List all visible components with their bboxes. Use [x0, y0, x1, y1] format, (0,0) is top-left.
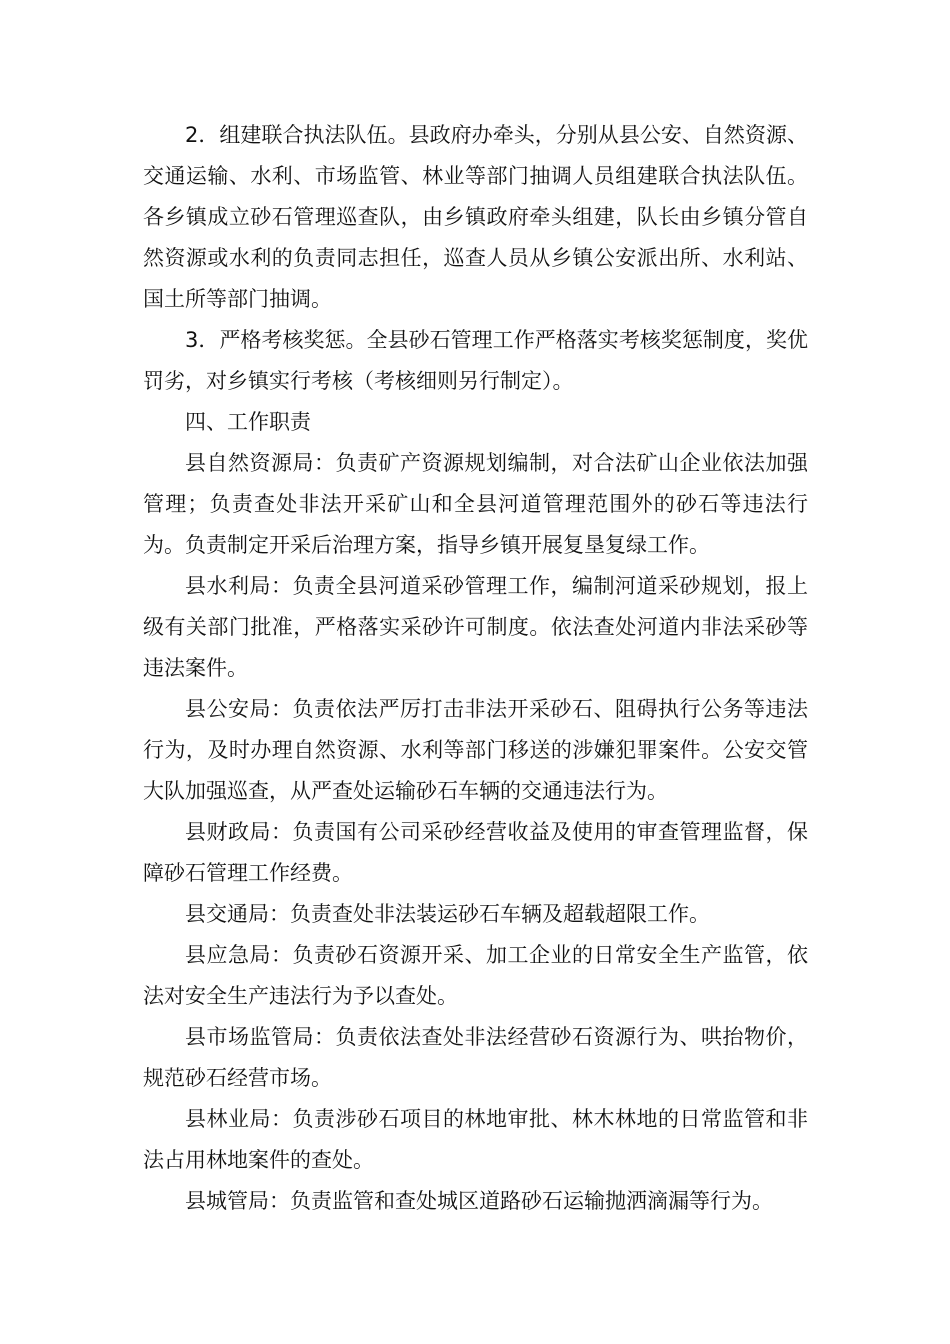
paragraph-natural-resources-bureau: 县自然资源局：负责矿产资源规划编制，对合法矿山企业依法加强管理；负责查处非法开采矿山和全县河道管理范围外的砂石等违法行为。负责制定开采后治理方案，指导乡镇开展复垦复绿工作。 [143, 451, 808, 557]
paragraph-assessment: 3．严格考核奖惩。全县砂石管理工作严格落实考核奖惩制度，奖优罚劣，对乡镇实行考核（考核细则另行制定）。 [143, 328, 808, 393]
paragraph-market-supervision-bureau: 县市场监管局：负责依法查处非法经营砂石资源行为、哄抬物价，规范砂石经营市场。 [143, 1025, 808, 1090]
paragraph-forestry-bureau: 县林业局：负责涉砂石项目的林地审批、林木林地的日常监管和非法占用林地案件的查处。 [143, 1107, 808, 1172]
paragraph-joint-enforcement: 2．组建联合执法队伍。县政府办牵头，分别从县公安、自然资源、交通运输、水利、市场监管、林业等部门抽调人员组建联合执法队伍。各乡镇成立砂石管理巡查队，由乡镇政府牵头组建，队长由乡镇分管自然资源或水利的负责同志担任，巡查人员从乡镇公安派出所、水利站、国土所等部门抽调。 [143, 123, 808, 311]
paragraph-transport-bureau: 县交通局：负责查处非法装运砂石车辆及超载超限工作。 [185, 902, 710, 926]
paragraph-public-security-bureau: 县公安局：负责依法严厉打击非法开采砂石、阻碍执行公务等违法行为，及时办理自然资源、水利等部门移送的涉嫌犯罪案件。公安交管大队加强巡查，从严查处运输砂石车辆的交通违法行为。 [143, 697, 808, 803]
paragraph-finance-bureau: 县财政局：负责国有公司采砂经营收益及使用的审查管理监督，保障砂石管理工作经费。 [143, 820, 808, 885]
section-heading-duties: 四、工作职责 [185, 410, 311, 434]
paragraph-water-bureau: 县水利局：负责全县河道采砂管理工作，编制河道采砂规划，报上级有关部门批准，严格落实采砂许可制度。依法查处河道内非法采砂等违法案件。 [143, 574, 808, 680]
document-body [143, 115, 808, 1222]
paragraph-urban-management-bureau: 县城管局：负责监管和查处城区道路砂石运输抛洒滴漏等行为。 [185, 1189, 773, 1213]
paragraph-emergency-bureau: 县应急局：负责砂石资源开采、加工企业的日常安全生产监管，依法对安全生产违法行为予以查处。 [143, 943, 808, 1008]
